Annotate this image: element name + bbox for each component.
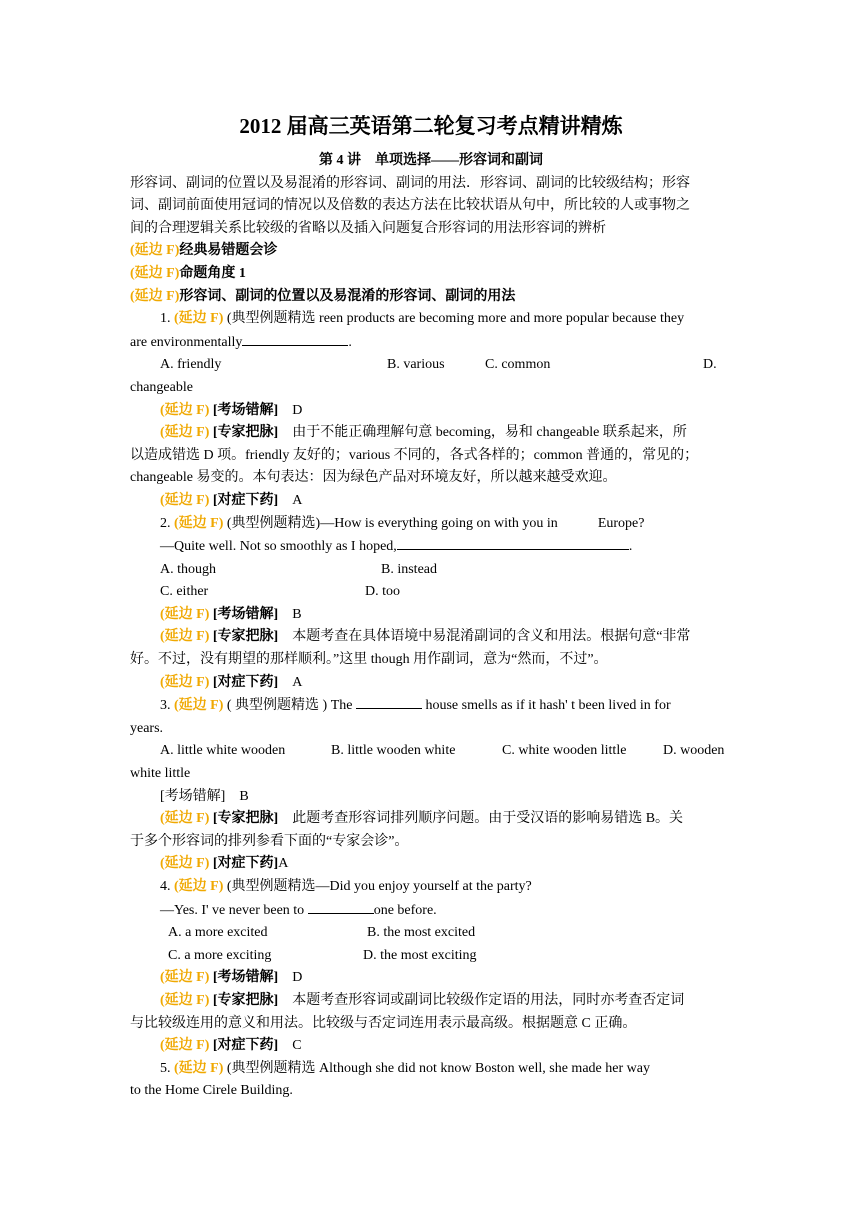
q4-stem-cont: —Yes. I' ve never been to one before.	[130, 899, 732, 923]
answer-blank	[308, 899, 374, 914]
q3-explanation-2: 于多个形容词的排列参看下面的“专家会诊”。	[130, 833, 409, 849]
q2-stem-cont: —Quite well. Not so smoothly as I hoped, .	[130, 535, 732, 559]
q5-stem-cont: to the Home Cirele Building.	[130, 1083, 293, 1099]
q1-explanation-3: changeable 易变的。本句表达：因为绿色产品对环境友好，所以越来越受欢迎。	[130, 470, 617, 486]
section-heading-2: (延边 F)命题角度 1	[130, 265, 246, 281]
source-tag: (延边 F)	[130, 265, 180, 281]
q4-explanation-2: 与比较级连用的意义和用法。比较级与否定词连用表示最高级。根据题意 C 正确。	[130, 1015, 637, 1031]
q1-stem-cont: are environmentally .	[130, 331, 732, 355]
section-heading-1: (延边 F)经典易错题会诊	[130, 243, 278, 259]
source-tag: (延边 F)	[130, 243, 180, 259]
q4-stem: 4. (延边 F) (典型例题精选—Did you enjoy yourself at the party?	[160, 879, 532, 894]
lecture-subtitle: 第 4 讲 单项选择——形容词和副词	[319, 153, 543, 168]
q3-stem: 3. (延边 F) ( 典型例题精选 ) The house smells as if it hash' t been lived in for	[130, 694, 732, 718]
q1-explanation-2: 以造成错选 D 项。friendly 友好的；various 不同的，各式各样的；common 普通的，常见的；	[130, 447, 699, 463]
answer-blank	[397, 535, 629, 550]
q3-correct-answer: (延边 F) [对症下药]A	[160, 856, 289, 872]
q3-wrong-answer: [考场错解] B	[160, 788, 249, 804]
q4-wrong-answer: (延边 F) [考场错解] D	[160, 970, 303, 986]
q2-explanation-2: 好。不过，没有期望的那样顺利。”这里 though 用作副词，意为“然而，不过”。	[130, 652, 608, 668]
q1-correct-answer: (延边 F) [对症下药] A	[160, 492, 303, 508]
q3-stem-cont: years.	[130, 720, 164, 736]
q1-explanation: (延边 F) [专家把脉] 由于不能正确理解句意 becoming，易和 changeable 联系起来，所	[160, 425, 687, 441]
q2-options-ab: A. though B. instead	[160, 561, 437, 577]
q4-options-ab: A. a more excited B. the most excited	[168, 925, 476, 941]
q2-correct-answer: (延边 F) [对症下药] A	[160, 674, 303, 690]
q3-option-d-cont: white little	[130, 766, 191, 782]
document-title: 2012 届高三英语第二轮复习考点精讲精炼	[239, 114, 623, 138]
intro-line-3: 间的合理逻辑关系比较级的省略以及插入问题复合形容词的用法形容词的辨析	[130, 220, 606, 236]
q2-wrong-answer: (延边 F) [考场错解] B	[160, 606, 302, 622]
answer-blank	[356, 694, 422, 709]
q4-explanation: (延边 F) [专家把脉] 本题考查形容词或副词比较级作定语的用法，同时亦考查否定词	[160, 992, 685, 1008]
q4-options-cd: C. a more exciting D. the most exciting	[168, 947, 477, 963]
q3-options: A. little white wooden B. little wooden white C. white wooden little D. wooden	[160, 743, 725, 759]
q1-option-d-cont: changeable	[130, 379, 193, 395]
q1-stem: 1. (延边 F) (典型例题精选 reen products are becoming more and more popular because they	[160, 311, 685, 327]
document-page	[130, 112, 732, 1103]
q1-wrong-answer: (延边 F) [考场错解] D	[160, 402, 303, 418]
q5-stem: 5. (延边 F) (典型例题精选 Although she did not know Boston well, she made her way	[160, 1060, 650, 1076]
intro-line-2: 词、副词前面使用冠词的情况以及倍数的表达方法在比较状语从句中，所比较的人或事物之	[130, 198, 690, 214]
q3-explanation: (延边 F) [专家把脉] 此题考查形容词排列顺序问题。由于受汉语的影响易错选 B。关	[160, 811, 684, 827]
q4-correct-answer: (延边 F) [对症下药] C	[160, 1038, 302, 1054]
section-heading-3: (延边 F)形容词、副词的位置以及易混淆的形容词、副词的用法	[130, 288, 516, 304]
answer-blank	[242, 331, 348, 346]
source-tag: (延边 F)	[130, 288, 180, 304]
intro-line-1: 形容词、副词的位置以及易混淆的形容词、副词的用法．形容词、副词的比较级结构；形容	[130, 175, 690, 191]
q2-stem: 2. (延边 F) (典型例题精选)—How is everything going on with you in Europe?	[160, 515, 645, 531]
q2-explanation: (延边 F) [专家把脉] 本题考查在具体语境中易混淆副词的含义和用法。根据句意“非常	[160, 629, 691, 645]
q2-options-cd: C. either D. too	[160, 584, 400, 600]
q1-options: A. friendly B. various C. common D.	[160, 357, 717, 373]
